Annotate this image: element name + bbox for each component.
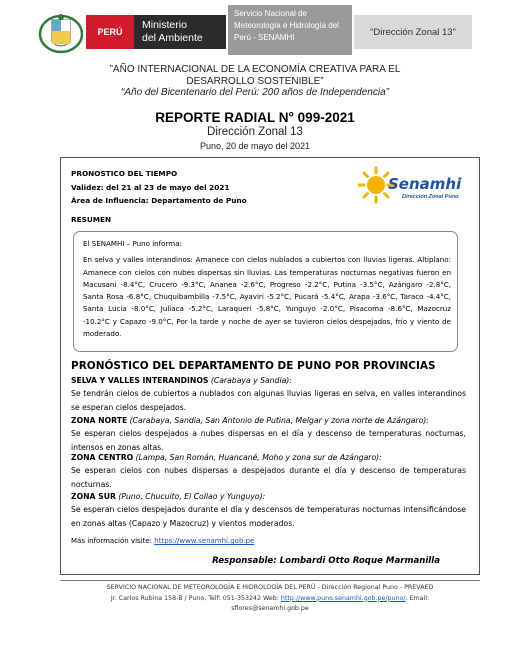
senamhi-line-2: Meteorología e Hidrología del <box>234 21 339 30</box>
pronostico-heading: PRONOSTICO DEL TIEMPO <box>71 169 178 178</box>
footer-email: sflores@senamhi.gob.pe <box>231 605 309 612</box>
provincias-title: PRONÓSTICO DEL DEPARTAMENTO DE PUNO POR PROVINCIAS <box>71 360 436 372</box>
norte-label: ZONA NORTE <box>71 416 128 425</box>
year-banner-line-1: ”AÑO INTERNACIONAL DE LA ECONOMÍA CREATIVA PARA EL <box>109 64 401 75</box>
senamhi-line-1: Servicio Nacional de <box>234 9 307 18</box>
more-info-label: Más información visite: <box>71 537 153 545</box>
area-line: Área de Influencia: Departamento de Puno <box>71 196 247 205</box>
bicentenario-line: “Año del Bicentenario del Perú: 200 años de Independencia” <box>121 87 389 98</box>
footer-web-link[interactable]: http://www.puno.senamhi.gob.pe/puno/ <box>280 594 406 602</box>
senamhi-line-3: Perú - SENAMHI <box>234 33 295 42</box>
footer-email-label: , Email: <box>405 594 430 602</box>
resumen-heading: RESUMEN <box>71 215 112 224</box>
centro-places: (Lampa, San Román, Huancané, Moho y zona sur de Azángaro): <box>135 453 382 462</box>
sur-text: Se esperan cielos despejados durante el día y descensos de temperaturas nocturnas intensificándose en zonas altas (Capazo y Mazocruz) y vientos moderados. <box>71 505 466 528</box>
centro-text: Se esperan cielos con nubes dispersas a despejados durante el día y descenso de temperaturas nocturnas. <box>71 466 466 489</box>
sur-label: ZONA SUR <box>71 492 116 501</box>
logo-subtitle: Dirección Zonal Puno <box>402 194 459 200</box>
footer-line-2 <box>60 594 480 605</box>
footer <box>60 583 480 615</box>
resumen-content <box>83 238 451 340</box>
more-info <box>71 535 466 548</box>
footer-divider <box>60 580 480 581</box>
ministry-label <box>134 15 226 49</box>
resumen-intro: El SENAMHI – Puno informa: <box>83 239 182 248</box>
senamhi-label <box>228 5 352 55</box>
selva-places: (Carabaya y Sandia): <box>210 376 292 385</box>
year-banner <box>0 64 510 88</box>
centro-section <box>71 451 466 491</box>
centro-label: ZONA CENTRO <box>71 453 134 462</box>
sur-places: (Puno, Chucuito, El Collao y Yunguyo): <box>118 492 266 501</box>
report-subtitle: Dirección Zonal 13 <box>207 126 303 138</box>
ministry-line-2: del Ambiente <box>142 32 203 44</box>
direccion-label: “Dirección Zonal 13” <box>352 15 472 49</box>
norte-text: Se esperan cielos despejados a nubes dispersas en el día y descenso de temperaturas nocturnas, intensos en zonas altas. <box>71 429 466 452</box>
selva-label: SELVA Y VALLES INTERANDINOS <box>71 376 209 385</box>
report-title: REPORTE RADIAL N° 099-2021 <box>155 110 355 125</box>
norte-section <box>71 414 466 454</box>
validez-line: Validez: del 21 al 23 de mayo del 2021 <box>71 183 230 192</box>
peru-label: PERÚ <box>86 15 134 49</box>
selva-section <box>71 374 466 414</box>
peru-coat-of-arms-icon <box>38 12 84 54</box>
year-banner-line-2: DESARROLLO SOSTENIBLE” <box>186 76 324 87</box>
ministry-line-1: Ministerio <box>142 19 187 31</box>
footer-line-1: SERVICIO NACIONAL DE METEOROLOGÍA E HIDROLOGÍA DEL PERÚ - Dirección Regional Puno - PREVAED <box>106 584 434 591</box>
responsable: Responsable: Lombardi Otto Roque Marmanilla <box>212 556 440 566</box>
norte-places: (Carabaya, Sandia, San Antonio de Putina, Melgar y zona norte de Azángaro): <box>129 416 429 425</box>
resumen-paragraph: En selva y valles interandinos: Amanece con cielos nublados a cubiertos con lluvias ligeras. Altiplano: Amanece con cielos con nubes dispersas sin lluvias. Las temperaturas nocturnas negativas fueron en Macusani -8.4°C, Crucero -9.3°C, Ananea -2.6°C, Progreso -2.2°C, Putina -3.5°C, Azángaro -2.8°C, Santa Rosa -6.8°C, Chuquibambilla -7.5°C, Ayaviri -5.2°C, Pucará -5.4°C, Arapa -3.6°C, Taraco -4.4°C, Santa Lucía -8.0°C, Juliaca -5.2°C, Laraqueri -5.8°C, Yunguyo -2.0°C, Pisacoma -8.6°C, Mazocruz -10.2°C y Capazo -9.0°C. Por la tarde y noche de ayer se tuvieron cielos despejados, frío y viento de moderado. <box>83 255 451 339</box>
senamhi-website-link[interactable]: https://www.senamhi.gob.pe <box>154 537 255 545</box>
document-header <box>0 0 510 60</box>
footer-address: Jr. Carlos Rubina 158-B / Puno, Telf: 051-353242 Web: <box>110 594 279 602</box>
selva-text: Se tendrán cielos de cubiertos a nublados con algunas lluvias ligeras en selva, en valles interandinos se esperan cielos despejados. <box>71 389 466 412</box>
logo-name: Senamhi <box>388 175 462 193</box>
report-date: Puno, 20 de mayo del 2021 <box>199 141 311 151</box>
sur-section <box>71 490 466 530</box>
